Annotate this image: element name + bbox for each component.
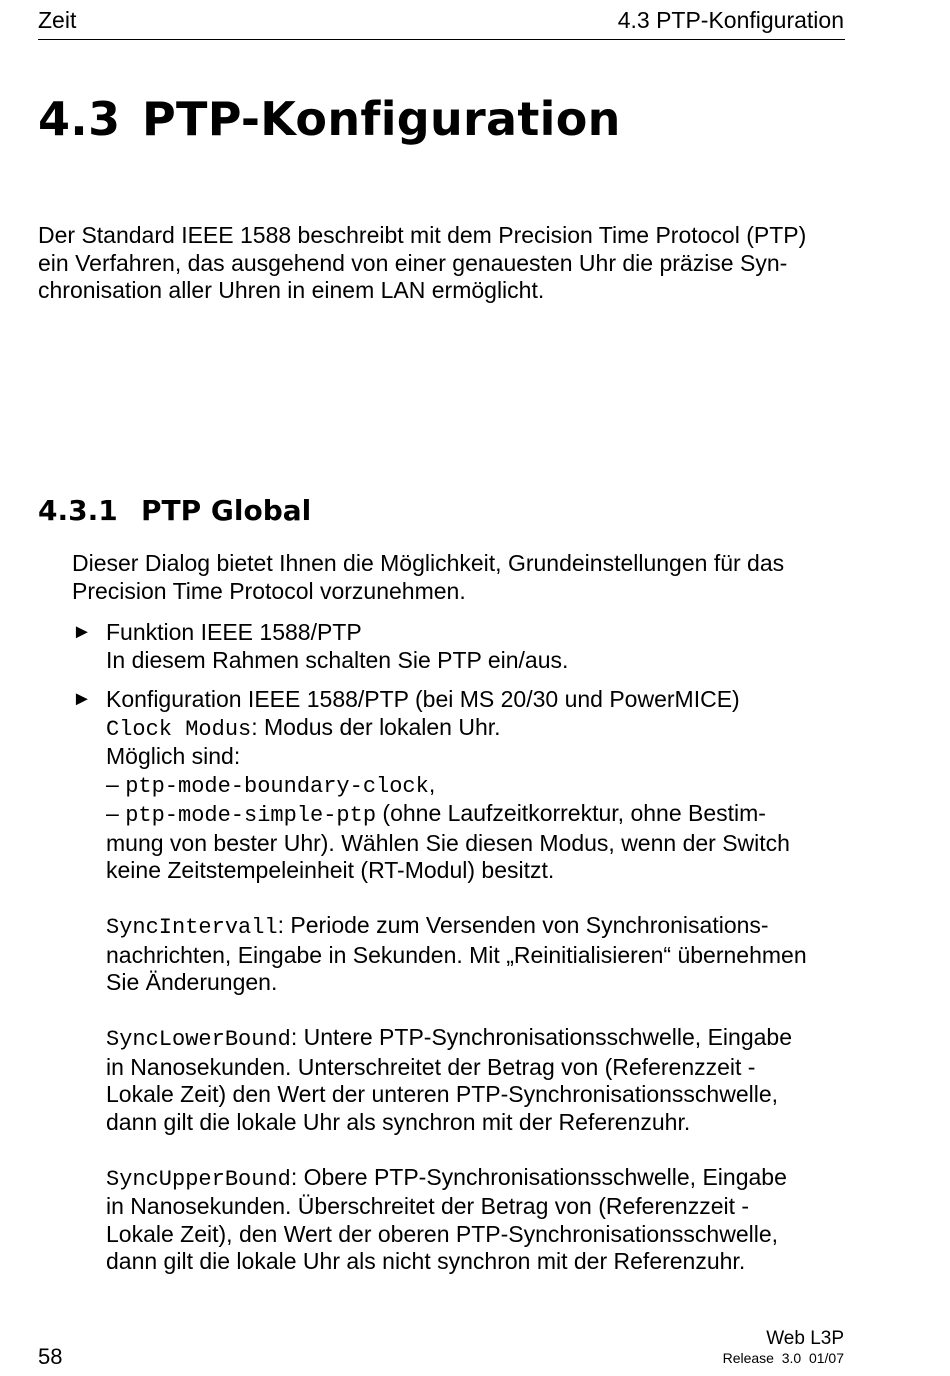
sync-lower-line bbox=[106, 1024, 856, 1054]
intro-line: Dieser Dialog bietet Ihnen die Möglichkeit, Grundeinstellungen für das bbox=[72, 550, 785, 576]
possible-label: Möglich sind: bbox=[106, 743, 241, 769]
item-title: Konfiguration IEEE 1588/PTP (bei MS 20/30 und PowerMICE) bbox=[106, 686, 740, 712]
intro-line: Der Standard IEEE 1588 beschreibt mit dem Precision Time Protocol (PTP) bbox=[38, 222, 807, 248]
subsection-title: PTP Global bbox=[141, 494, 312, 527]
param-desc-line: dann gilt die lokale Uhr als synchron mit der Referenzuhr. bbox=[106, 1108, 691, 1135]
section-title: PTP-Konfiguration bbox=[142, 92, 621, 146]
section-heading bbox=[38, 93, 621, 145]
param-clock-modus: Clock Modus bbox=[106, 716, 252, 742]
param-desc-line: in Nanosekunden. Überschreitet der Betrag von (Referenzzeit - bbox=[106, 1193, 750, 1219]
clock-modus-line bbox=[106, 714, 856, 744]
param-desc-line: Lokale Zeit) den Wert der unteren PTP-Synchronisationsschwelle, bbox=[106, 1081, 779, 1107]
footer-release: Release 3.0 01/07 bbox=[722, 1350, 844, 1366]
section-number: 4.3 bbox=[38, 92, 121, 146]
spacer bbox=[106, 885, 856, 913]
option-dash: – bbox=[106, 770, 126, 797]
running-header-section: 4.3 PTP-Konfiguration bbox=[617, 7, 844, 33]
param-desc-line: dann gilt die lokale Uhr als nicht synchron mit der Referenzuhr. bbox=[106, 1248, 746, 1274]
param-desc: : Untere PTP-Synchronisationsschwelle, Eingabe bbox=[290, 1024, 792, 1050]
param-desc: : Obere PTP-Synchronisationsschwelle, Eingabe bbox=[290, 1163, 787, 1190]
param-desc-line: in Nanosekunden. Unterschreitet der Betrag von (Referenzzeit - bbox=[106, 1053, 756, 1080]
param-desc-line: nachrichten, Eingabe in Sekunden. Mit „Reinitialisieren“ übernehmen bbox=[106, 941, 807, 968]
header-rule bbox=[38, 39, 845, 40]
subsection-intro bbox=[72, 550, 852, 605]
page-number: 58 bbox=[38, 1344, 63, 1369]
option-line bbox=[106, 800, 856, 830]
section-intro bbox=[38, 222, 858, 305]
param-desc-line: Lokale Zeit), den Wert der oberen PTP-Synchronisationsschwelle, bbox=[106, 1220, 779, 1247]
intro-line: Precision Time Protocol vorzunehmen. bbox=[72, 577, 466, 604]
sync-interval-line bbox=[106, 912, 856, 942]
param-desc-line: Sie Änderungen. bbox=[106, 969, 278, 995]
bullet-arrow-icon: ► bbox=[72, 621, 92, 643]
option-line bbox=[106, 771, 856, 801]
spacer bbox=[106, 997, 856, 1025]
param-desc: : Modus der lokalen Uhr. bbox=[251, 713, 501, 740]
list-item-konfiguration bbox=[106, 686, 856, 1276]
footer-product: Web L3P bbox=[766, 1328, 844, 1349]
option-desc-line: mung von bester Uhr). Wählen Sie diesen Modus, wenn der Switch bbox=[106, 829, 790, 856]
sync-upper-line bbox=[106, 1164, 856, 1194]
running-header-chapter: Zeit bbox=[38, 7, 77, 33]
intro-line: ein Verfahren, das ausgehend von einer genauesten Uhr die präzise Syn- bbox=[38, 249, 788, 276]
spacer bbox=[106, 1136, 856, 1164]
option-desc-line: keine Zeitstempeleinheit (RT-Modul) besitzt. bbox=[106, 857, 555, 883]
intro-line: chronisation aller Uhren in einem LAN ermöglicht. bbox=[38, 277, 545, 303]
item-title: Funktion IEEE 1588/PTP bbox=[106, 619, 362, 645]
param-sync-interval: SyncIntervall bbox=[106, 915, 278, 940]
param-sync-lower-bound: SyncLowerBound bbox=[106, 1027, 291, 1052]
option-boundary-clock: ptp-mode-boundary-clock bbox=[125, 773, 429, 799]
param-desc: : Periode zum Versenden von Synchronisations- bbox=[277, 912, 769, 938]
param-sync-upper-bound: SyncUpperBound bbox=[106, 1166, 291, 1192]
option-simple-ptp: ptp-mode-simple-ptp bbox=[125, 803, 377, 828]
option-desc: (ohne Laufzeitkorrektur, ohne Bestim- bbox=[376, 800, 766, 826]
list-item-funktion bbox=[106, 619, 856, 674]
subsection-number: 4.3.1 bbox=[38, 494, 118, 527]
subsection-heading bbox=[38, 495, 311, 527]
option-tail: , bbox=[428, 770, 436, 797]
bullet-arrow-icon: ► bbox=[72, 688, 92, 710]
option-dash: – bbox=[106, 800, 126, 826]
item-text: In diesem Rahmen schalten Sie PTP ein/aus. bbox=[106, 646, 569, 673]
